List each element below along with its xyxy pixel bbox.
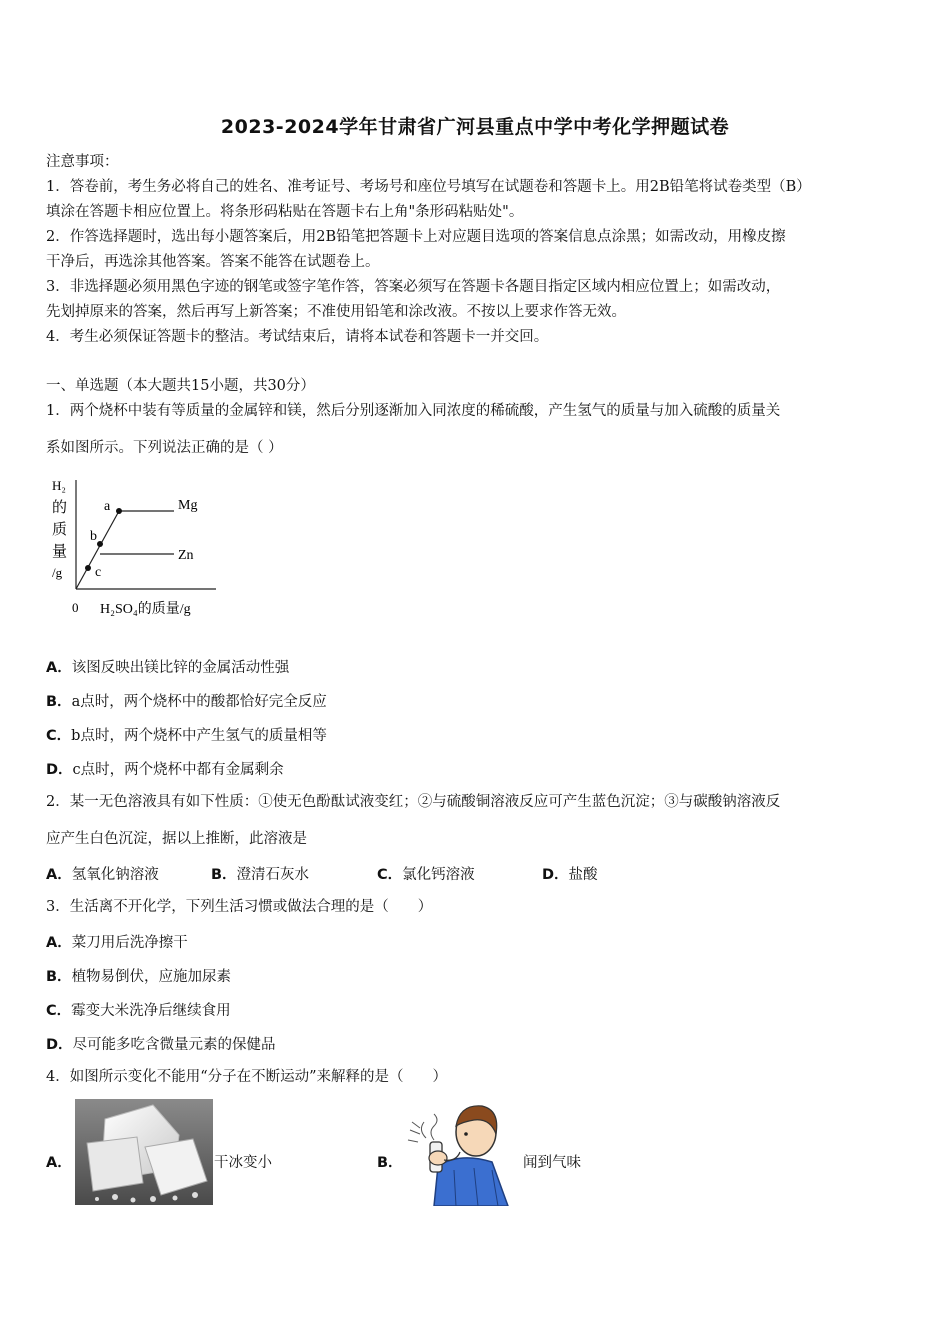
q1-option-b — [46, 690, 327, 711]
q3-option-d — [46, 1033, 276, 1054]
option-label: A． — [46, 867, 72, 883]
option-label: D． — [542, 867, 569, 883]
notice-line: 先划掉原来的答案，然后再写上新答案；不准使用铅笔和涂改液。不按以上要求作答无效。 — [46, 304, 626, 320]
point-a-marker — [116, 508, 122, 514]
option-label: A． — [46, 935, 72, 951]
notice-line: 填涂在答题卡相应位置上。将条形码粘贴在答题卡右上角"条形码粘贴处"。 — [46, 204, 524, 220]
point-c-marker — [85, 565, 91, 571]
notice-line: 3．非选择题必须用黑色字迹的钢笔或签字笔作答，答案必须写在答题卡各题目指定区域内相应位置上；如需改动， — [46, 279, 781, 295]
y-label: 的 — [52, 500, 68, 516]
option-label: B． — [46, 694, 72, 710]
q4-option-b-text: 闻到气味 — [523, 1155, 581, 1171]
question-1-graph — [46, 474, 246, 624]
question-3-stem: 3．生活离不开化学，下列生活习惯或做法合理的是（ ） — [46, 899, 433, 915]
question-2-stem: 应产生白色沉淀，据以上推断，此溶液是 — [46, 831, 307, 847]
option-label: A． — [46, 660, 72, 676]
y-label: 量 — [52, 544, 68, 560]
zn-label: Zn — [178, 548, 194, 563]
smelling-boy-image — [404, 1100, 516, 1206]
option-label: B． — [211, 867, 237, 883]
q3-option-c — [46, 999, 231, 1020]
q1-option-c — [46, 724, 327, 745]
option-text: 澄清石灰水 — [236, 867, 310, 883]
notice-line: 2．作答选择题时，选出每小题答案后，用2B铅笔把答题卡上对应题目选项的答案信息点涂黑；如需改动，用橡皮擦 — [46, 229, 786, 245]
option-text: 氢氧化钠溶液 — [71, 867, 159, 883]
option-text: c点时，两个烧杯中都有金属剩余 — [72, 762, 284, 778]
option-text: 盐酸 — [568, 867, 598, 883]
q3-option-a — [46, 931, 188, 952]
q4-option-a-text: 干冰变小 — [214, 1155, 272, 1171]
q1-option-d — [46, 758, 284, 779]
point-c-label: c — [95, 565, 102, 580]
option-label: C． — [377, 867, 403, 883]
y-label: H₂ — [52, 478, 66, 493]
q1-option-a — [46, 656, 289, 677]
section-heading: 一、单选题（本大题共15小题，共30分） — [46, 378, 315, 394]
question-2-stem: 2．某一无色溶液具有如下性质：①使无色酚酞试液变红；②与硫酸铜溶液反应可产生蓝色沉淀；③与碳酸钠溶液反 — [46, 794, 781, 810]
point-b-label: b — [90, 529, 97, 544]
y-label: 质 — [52, 522, 68, 538]
option-label: C． — [46, 1003, 72, 1019]
q2-option-a — [46, 863, 159, 884]
page-title: 2023-2024学年甘肃省广河县重点中学中考化学押题试卷 — [220, 116, 730, 138]
y-label: /g — [52, 565, 63, 580]
option-text: b点时，两个烧杯中产生氢气的质量相等 — [71, 728, 327, 744]
notice-line: 干净后，再选涂其他答案。答案不能答在试题卷上。 — [46, 254, 380, 270]
option-text: 氯化钙溶液 — [402, 867, 475, 883]
option-label: C． — [46, 728, 72, 744]
question-1-stem: 系如图所示。下列说法正确的是（ ） — [46, 440, 283, 456]
option-text: 霉变大米洗净后继续食用 — [71, 1003, 231, 1019]
option-label: B． — [46, 969, 72, 985]
x-label: H₂SO₄的质量/g — [100, 602, 191, 617]
dry-ice-image — [75, 1099, 213, 1205]
question-1-stem: 1．两个烧杯中装有等质量的金属锌和镁，然后分别逐渐加入同浓度的稀硫酸，产生氢气的质量与加入硫酸的质量关 — [46, 403, 781, 419]
notice-line: 4．考生必须保证答题卡的整洁。考试结束后，请将本试卷和答题卡一并交回。 — [46, 329, 549, 345]
option-label: D． — [46, 762, 73, 778]
option-text: 尽可能多吃含微量元素的保健品 — [72, 1037, 276, 1053]
q2-option-c — [377, 863, 475, 884]
point-b-marker — [97, 541, 103, 547]
notice-line: 1．答卷前，考生务必将自己的姓名、准考证号、考场号和座位号填写在试题卷和答题卡上。用2B铅笔将试卷类型（B） — [46, 179, 811, 195]
option-text: 菜刀用后洗净擦干 — [71, 935, 188, 951]
notice-heading: 注意事项： — [46, 154, 119, 170]
option-text: 植物易倒伏，应施加尿素 — [71, 969, 232, 985]
q4-option-b-label: B． — [377, 1155, 403, 1171]
option-text: a点时，两个烧杯中的酸都恰好完全反应 — [71, 694, 327, 710]
option-text: 该图反映出镁比锌的金属活动性强 — [71, 660, 290, 676]
mg-label: Mg — [178, 498, 198, 513]
q3-option-b — [46, 965, 231, 986]
q4-option-a-label: A． — [46, 1155, 72, 1171]
q2-option-d — [542, 863, 598, 884]
origin-label: 0 — [72, 600, 79, 615]
point-a-label: a — [104, 499, 111, 514]
option-label: D． — [46, 1037, 73, 1053]
question-4-stem: 4．如图所示变化不能用“分子在不断运动”来解释的是（ ） — [46, 1069, 448, 1085]
q2-option-b — [211, 863, 309, 884]
